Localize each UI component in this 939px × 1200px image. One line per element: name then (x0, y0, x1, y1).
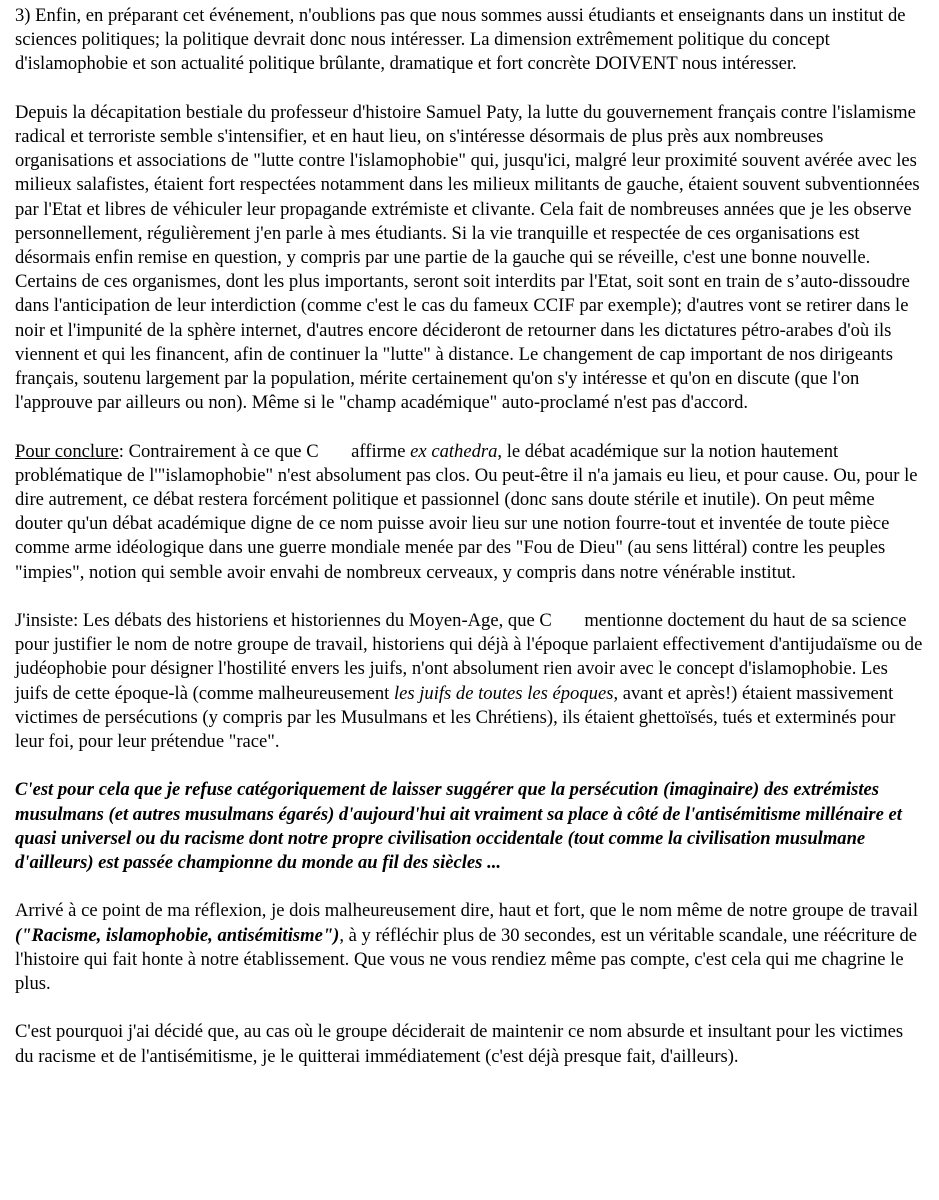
paragraph-decision-text: C'est pourquoi j'ai décidé que, au cas où le groupe déciderait de maintenir ce nom absurde et insultant pour les victimes du racisme et de l'antisémitisme, je le quitterai immédiatement (c'est déjà presque fait, d'ailleurs). (15, 1021, 904, 1067)
paragraph-j-insiste (15, 609, 928, 754)
arrive-text-a: Arrivé à ce point de ma réflexion, je dois malheureusement dire, haut et fort, que le nom même de notre groupe de travail (15, 900, 919, 922)
pour-conclure-text-b: , le débat académique sur la notion hautement problématique de l'"islamophobie" n'est absolument pas clos. Ou peut-être il n'a jamais eu lieu, et pour cause. Ou, pour le dire autrement, ce débat restera forcément politique et passionnel (donc sans doute stérile et inutile). On peut même douter qu'un débat académique digne de ce nom puisse avoir lieu sur une notion fourre-tout et inventée de toute pièce comme arme idéologique dans une guerre mondiale menée par des "Fou de Dieu" (au sens littéral) contre les peuples "impies", notion qui semble avoir envahi de nombreux cerveaux, y compris dans notre vénérable institut. (15, 440, 918, 583)
pour-conclure-text-a: : Contrairement à ce que C affirme (118, 440, 411, 462)
paragraph-samuel-paty (15, 101, 925, 416)
pour-conclure-heading: Pour conclure (15, 440, 119, 462)
group-name-bold-italic: ("Racisme, islamophobie, antisémitisme") (15, 924, 340, 946)
j-insiste-text-b: , avant et après!) étaient massivement victimes de persécutions (y compris par les Musulmans et les Chrétiens), ils étaient ghettoïsés, tués et exterminés pour leur foi, pour leur prétendue "race". (15, 682, 896, 753)
paragraph-arrive (15, 899, 925, 996)
paragraph-samuel-paty-text: Depuis la décapitation bestiale du professeur d'histoire Samuel Paty, la lutte du gouvernement français contre l'islamisme radical et terroriste semble s'intensifier, et en haut lieu, on s'intéresse désormais de plus près aux nombreuses organisations et associations de "lutte contre l'islamophobie" qui, jusqu'ici, malgré leur proximité souvent avérée avec les milieux salafistes, étaient fort respectées notamment dans les milieux militants de gauche, étaient souvent subventionnées par l'Etat et libres de véhiculer leur propagande extrémiste et clivante. Cela fait de nombreuses années que je les observe personnellement, régulièrement j'en parle à mes étudiants. Si la vie tranquille et respectée de ces organisations est désormais enfin remise en question, y compris par une partie de la gauche qui se réveille, c'est une bonne nouvelle. Certains de ces organismes, dont les plus importants, seront soit interdits par l'Etat, soit sont en train de s’auto-dissoudre dans l'anticipation de leur interdiction (comme c'est le cas du fameux CCIF par exemple); d'autres vont se retirer dans le noir et l'impunité de la sphère internet, d'autres encore décideront de retourner dans les dictatures pétro-arabes d'où ils viennent et qui les financent, afin de continuer la "lutte" à distance. Le changement de cap important de nos dirigeants français, soutenu largement par la population, mérite certainement qu'on s'y intéresse et qu'on en discute (que l'on l'approuve par ailleurs ou non). Même si le "champ académique" auto-proclamé n'est pas d'accord. (15, 101, 920, 414)
paragraph-enfin (15, 4, 925, 77)
ex-cathedra-italic: ex cathedra (410, 440, 498, 462)
paragraph-pour-conclure (15, 440, 925, 585)
arrive-text-b: , à y réfléchir plus de 30 secondes, est un véritable scandale, une réécriture de l'histoire qui fait honte à notre établissement. Que vous ne vous rendiez même pas compte, c'est cela qui me chagrine le plus. (15, 924, 918, 995)
paragraph-decision (15, 1020, 925, 1068)
paragraph-refus-bold (15, 778, 925, 875)
juifs-toutes-epoques-italic: les juifs de toutes les époques (393, 682, 614, 704)
paragraph-refus-bold-text: C'est pour cela que je refuse catégoriquement de laisser suggérer que la persécution (imaginaire) des extrémistes musulmans (et autres musulmans égarés) d'aujourd'hui ait vraiment sa place à côté de l'antisémitisme millénaire et quasi universel ou du racisme dont notre propre civilisation occidentale (tout comme la civilisation musulmane d'ailleurs) est passée championne du monde au fil des siècles ... (15, 779, 902, 874)
paragraph-enfin-text: 3) Enfin, en préparant cet événement, n'oublions pas que nous sommes aussi étudiants et enseignants dans un institut de sciences politiques; la politique devrait donc nous intéresser. La dimension extrêmement politique du concept d'islamophobie et son actualité politique brûlante, dramatique et fort concrète DOIVENT nous intéresser. (15, 5, 906, 75)
j-insiste-text-a: J'insiste: Les débats des historiens et historiennes du Moyen-Age, que C mentionne doctement du haut de sa science pour justifier le nom de notre groupe de travail, historiens qui déjà à l'époque parlaient effectivement d'antijudaïsme ou de judéophobie pour désigner l'hostilité envers les juifs, n'ont absolument rien avoir avec le concept d'islamophobie. Les juifs de cette époque-là (comme malheureusement (15, 610, 928, 704)
